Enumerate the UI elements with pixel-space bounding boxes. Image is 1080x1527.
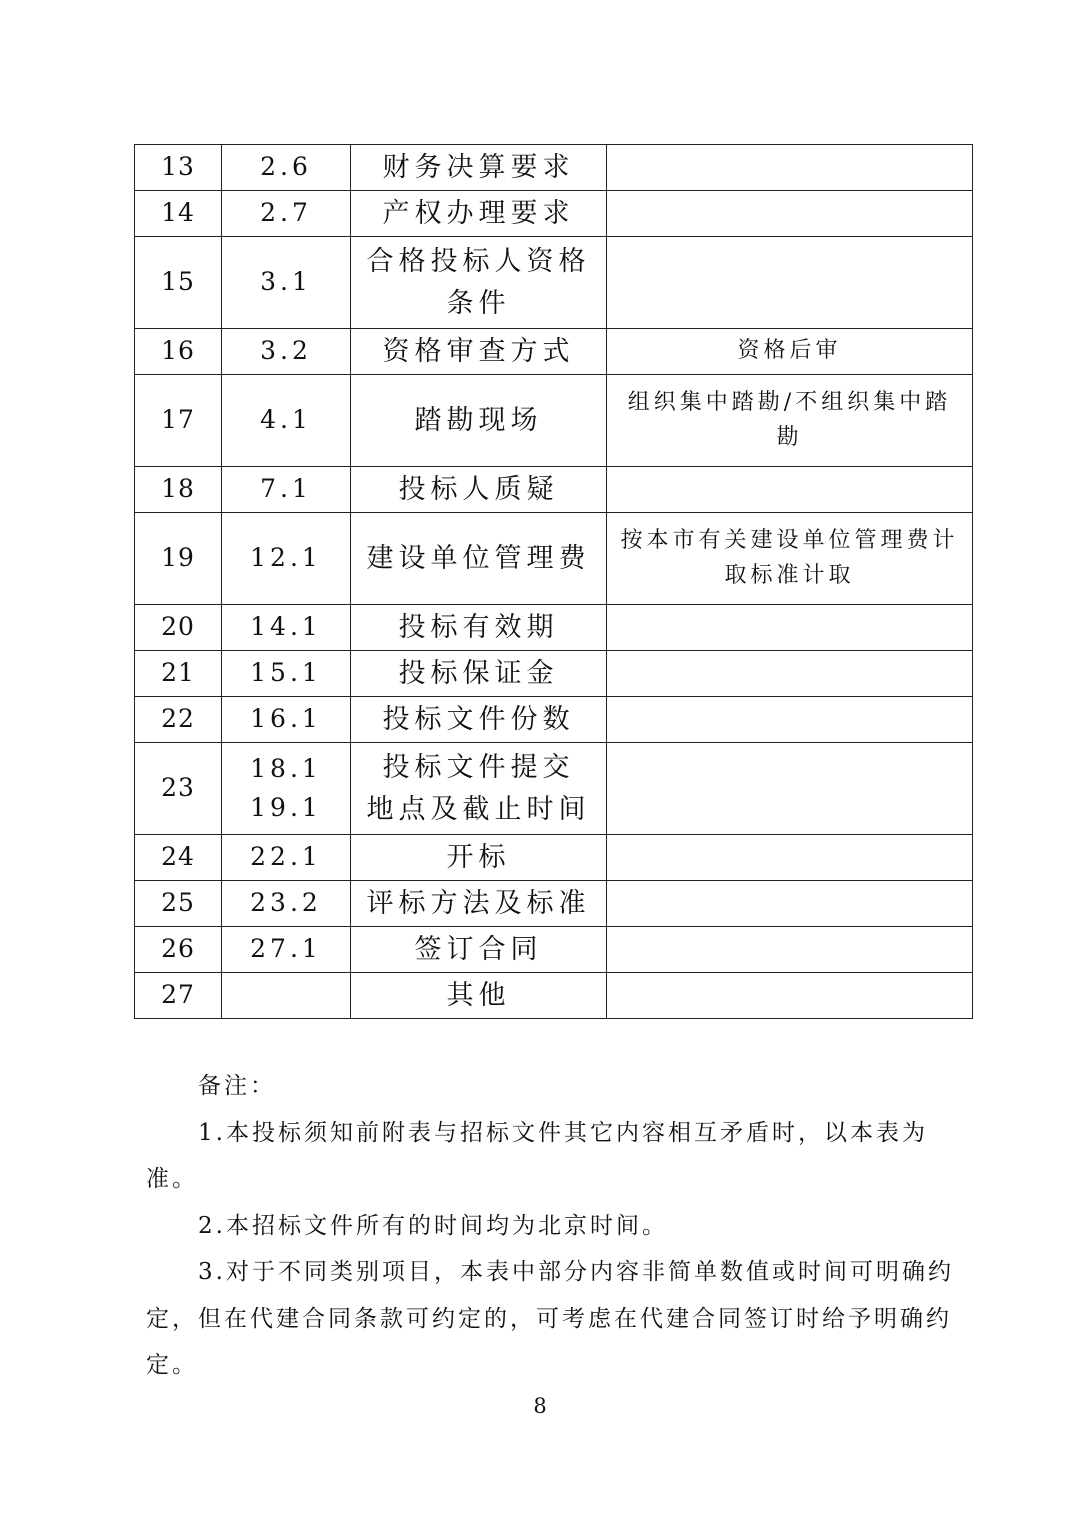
- item-line: 踏勘现场: [414, 404, 543, 436]
- content-cell: [607, 513, 973, 605]
- clause-line: 15.1: [250, 658, 322, 688]
- clause-cell: [222, 743, 351, 835]
- note-item-3: 3.对于不同类别项目，本表中部分内容非简单数值或时间可明确约定，但在代建合同条款可约定的，可考虑在代建合同签订时给予明确约定。: [146, 1259, 954, 1378]
- table-row: [135, 237, 973, 329]
- item-line: 投标文件提交: [382, 751, 575, 783]
- clause-cell: [222, 927, 351, 973]
- item-line: 投标文件份数: [382, 703, 575, 735]
- item-line: 投标保证金: [398, 657, 559, 689]
- clause-line: 2.7: [260, 198, 312, 228]
- clause-cell: [222, 973, 351, 1019]
- item-cell: [351, 375, 607, 467]
- clause-line: 12.1: [250, 543, 322, 573]
- clause-cell: [222, 237, 351, 329]
- item-line: 合格投标人资格: [366, 245, 591, 277]
- content-line: 勘: [776, 424, 803, 450]
- table-body: [135, 145, 973, 1019]
- clause-line: 3.1: [260, 267, 312, 297]
- table-row: [135, 881, 973, 927]
- content-cell: [607, 651, 973, 697]
- item-line: 财务决算要求: [382, 151, 575, 183]
- content-cell: [607, 973, 973, 1019]
- item-cell: [351, 697, 607, 743]
- clause-cell: [222, 191, 351, 237]
- table-row: [135, 467, 973, 513]
- clause-cell: [222, 881, 351, 927]
- row-number-cell: 20: [135, 605, 222, 651]
- item-line: 条件: [446, 287, 511, 319]
- clause-cell: [222, 651, 351, 697]
- clause-line: 7.1: [260, 474, 312, 504]
- row-number-cell: 13: [135, 145, 222, 191]
- item-line: 投标人质疑: [398, 473, 559, 505]
- content-cell: [607, 881, 973, 927]
- item-cell: [351, 605, 607, 651]
- table-row: [135, 513, 973, 605]
- row-number-cell: 14: [135, 191, 222, 237]
- clause-cell: [222, 513, 351, 605]
- content-cell: [607, 467, 973, 513]
- table-row: [135, 835, 973, 881]
- clause-line: 27.1: [250, 934, 322, 964]
- table-row: [135, 927, 973, 973]
- clause-line: 22.1: [250, 842, 322, 872]
- note-item-2: 2.本招标文件所有的时间均为北京时间。: [198, 1212, 668, 1239]
- item-cell: [351, 237, 607, 329]
- content-cell: [607, 697, 973, 743]
- table-row: [135, 145, 973, 191]
- table-row: [135, 605, 973, 651]
- table-row: [135, 329, 973, 375]
- item-line: 产权办理要求: [382, 197, 575, 229]
- table-row: [135, 697, 973, 743]
- content-cell: [607, 743, 973, 835]
- notes-heading: 备注：: [198, 1073, 276, 1099]
- table-row: [135, 191, 973, 237]
- item-line: 地点及截止时间: [366, 793, 591, 825]
- content-cell: [607, 329, 973, 375]
- table-row: [135, 973, 973, 1019]
- row-number-cell: 23: [135, 743, 222, 835]
- clause-cell: [222, 697, 351, 743]
- notes-section: [146, 1063, 956, 1389]
- item-line: 开标: [446, 841, 511, 873]
- item-cell: [351, 191, 607, 237]
- clause-cell: [222, 467, 351, 513]
- content-cell: [607, 605, 973, 651]
- clause-line: 2.6: [260, 152, 312, 182]
- item-cell: [351, 973, 607, 1019]
- row-number-cell: 27: [135, 973, 222, 1019]
- item-line: 其他: [446, 979, 511, 1011]
- row-number-cell: 16: [135, 329, 222, 375]
- item-cell: [351, 881, 607, 927]
- content-line: 按本市有关建设单位管理费计: [620, 528, 959, 554]
- item-line: 评标方法及标准: [366, 887, 591, 919]
- item-cell: [351, 145, 607, 191]
- clause-cell: [222, 375, 351, 467]
- clause-line: 23.2: [250, 888, 322, 918]
- clause-cell: [222, 329, 351, 375]
- bid-instructions-table: [134, 144, 973, 1019]
- clause-line: 4.1: [260, 405, 312, 435]
- item-cell: [351, 743, 607, 835]
- clause-line: 19.1: [250, 792, 322, 822]
- item-line: 资格审查方式: [382, 335, 575, 367]
- item-cell: [351, 835, 607, 881]
- row-number-cell: 22: [135, 697, 222, 743]
- row-number-cell: 21: [135, 651, 222, 697]
- page-number: 8: [533, 1394, 547, 1418]
- table-row: [135, 743, 973, 835]
- clause-line: 14.1: [250, 612, 322, 642]
- content-cell: [607, 237, 973, 329]
- content-line: 组织集中踏勘/不组织集中踏: [627, 390, 952, 416]
- table-row: [135, 375, 973, 467]
- content-cell: [607, 191, 973, 237]
- item-cell: [351, 927, 607, 973]
- clause-line: 3.2: [260, 336, 312, 366]
- row-number-cell: 15: [135, 237, 222, 329]
- row-number-cell: 17: [135, 375, 222, 467]
- content-cell: [607, 927, 973, 973]
- item-line: 建设单位管理费: [366, 542, 591, 574]
- clause-cell: [222, 605, 351, 651]
- row-number-cell: 25: [135, 881, 222, 927]
- item-cell: [351, 329, 607, 375]
- clause-line: 18.1: [250, 753, 322, 783]
- content-line: 资格后审: [737, 338, 842, 364]
- row-number-cell: 18: [135, 467, 222, 513]
- clause-cell: [222, 145, 351, 191]
- clause-line: 16.1: [250, 704, 322, 734]
- content-cell: [607, 145, 973, 191]
- item-line: 投标有效期: [398, 611, 559, 643]
- item-line: 签订合同: [414, 933, 543, 965]
- row-number-cell: 24: [135, 835, 222, 881]
- item-cell: [351, 513, 607, 605]
- item-cell: [351, 651, 607, 697]
- row-number-cell: 26: [135, 927, 222, 973]
- content-cell: [607, 375, 973, 467]
- content-line: 取标准计取: [724, 562, 855, 588]
- content-cell: [607, 835, 973, 881]
- item-cell: [351, 467, 607, 513]
- table-row: [135, 651, 973, 697]
- clause-cell: [222, 835, 351, 881]
- row-number-cell: 19: [135, 513, 222, 605]
- note-item-1: 1.本投标须知前附表与招标文件其它内容相互矛盾时，以本表为准。: [146, 1119, 928, 1192]
